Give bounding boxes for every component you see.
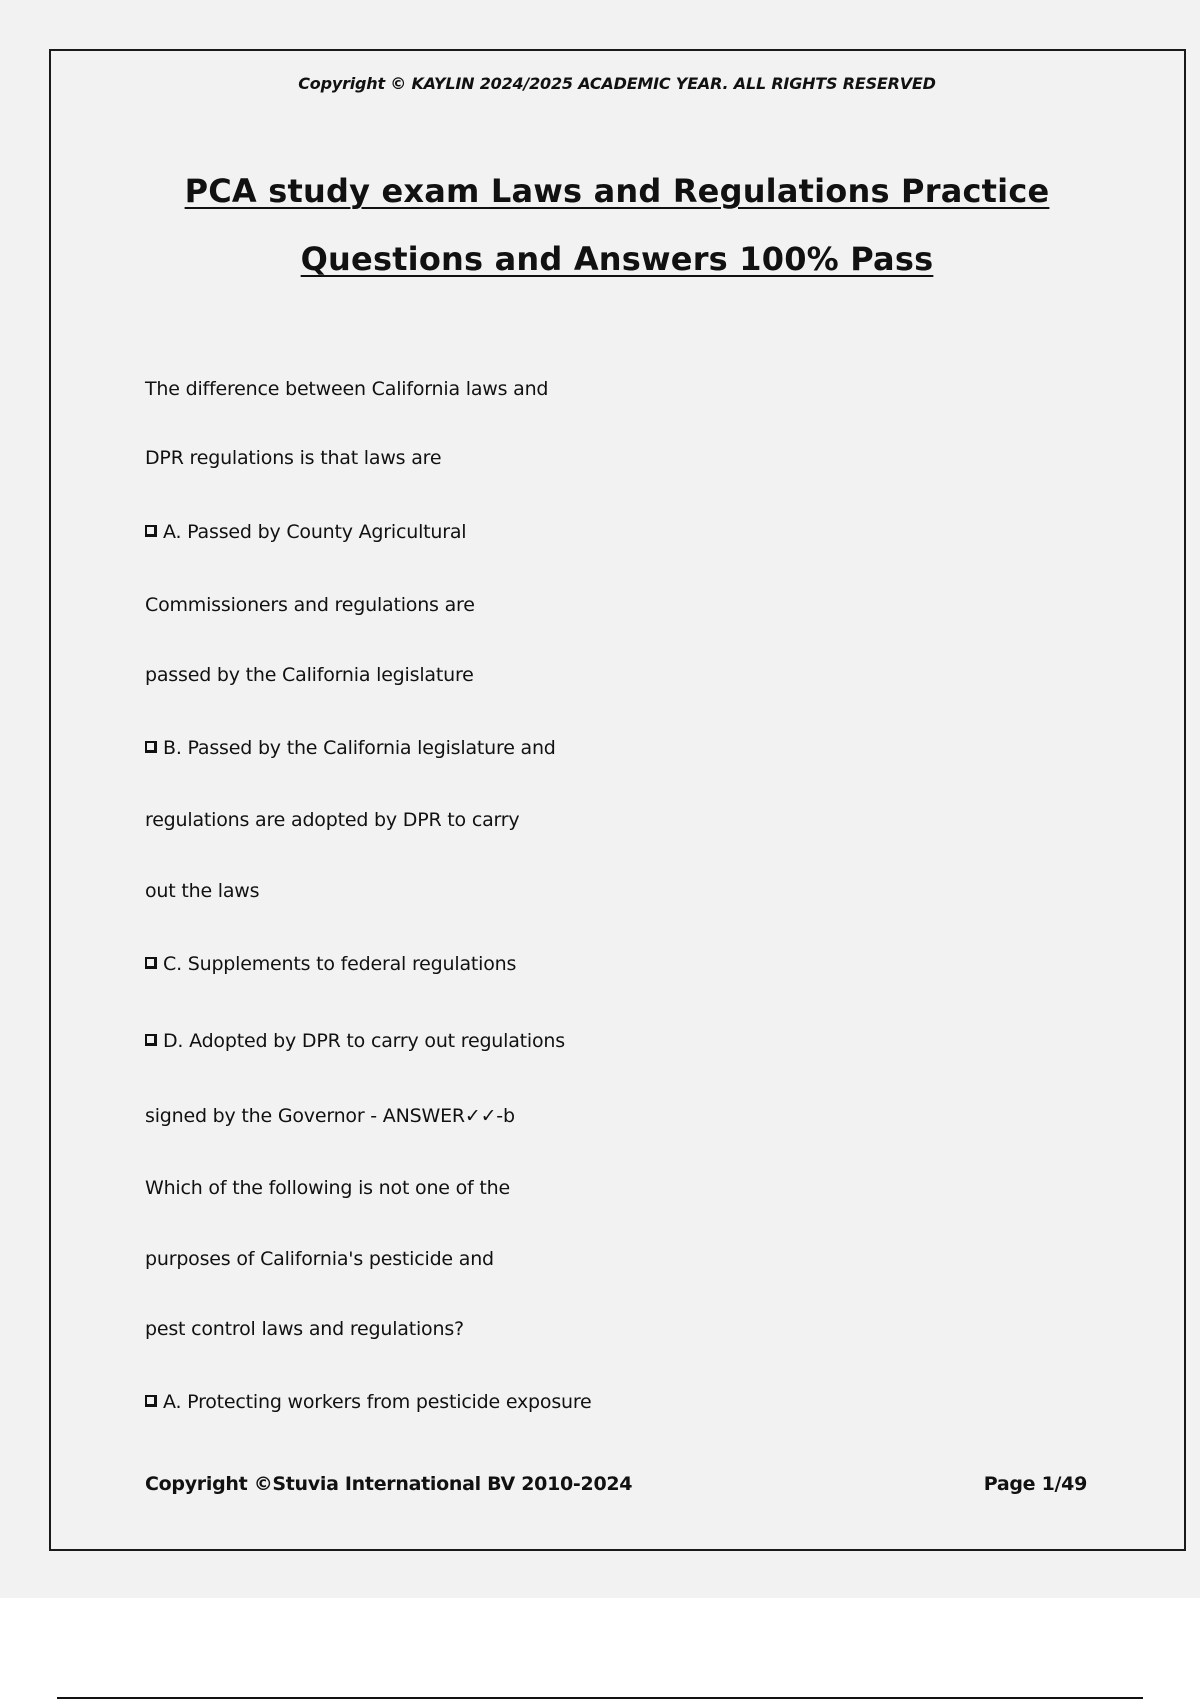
next-page-divider — [57, 1697, 1143, 1699]
body-line — [145, 809, 519, 831]
answer-option — [145, 521, 466, 543]
body-line-text: The difference between California laws and — [145, 378, 549, 400]
body-line-text: Commissioners and regulations are — [145, 594, 475, 616]
body-line — [145, 1248, 494, 1270]
checkbox-icon — [145, 741, 157, 753]
body-line — [145, 880, 259, 902]
footer-copyright: Copyright ©Stuvia International BV 2010-2024 — [145, 1473, 633, 1495]
answer-option-text: A. Protecting workers from pesticide exposure — [163, 1391, 592, 1413]
checkbox-icon — [145, 1395, 157, 1407]
answer-option — [145, 737, 556, 759]
body-line-text: passed by the California legislature — [145, 664, 474, 686]
body-line — [145, 1177, 510, 1199]
body-line-text: regulations are adopted by DPR to carry — [145, 809, 520, 831]
body-line-text: purposes of California's pesticide and — [145, 1248, 494, 1270]
body-line — [145, 378, 548, 400]
document-title-line-2: Questions and Answers 100% Pass — [300, 240, 934, 278]
checkbox-icon — [145, 525, 157, 537]
checkbox-icon — [145, 1034, 157, 1046]
answer-option-text: A. Passed by County Agricultural — [163, 521, 467, 543]
answer-option — [145, 1030, 565, 1052]
body-line — [145, 1318, 464, 1340]
body-line-text: Which of the following is not one of the — [145, 1177, 510, 1199]
body-line-text: out the laws — [145, 880, 260, 902]
answer-option-text: B. Passed by the California legislature and — [163, 737, 556, 759]
body-line — [145, 447, 441, 469]
answer-option-text: C. Supplements to federal regulations — [163, 953, 517, 975]
answer-option — [145, 953, 516, 975]
page-number: Page 1/49 — [983, 1473, 1087, 1495]
body-line — [145, 664, 474, 686]
header-copyright: Copyright © KAYLIN 2024/2025 ACADEMIC YEAR. ALL RIGHTS RESERVED — [298, 74, 936, 93]
checkbox-icon — [145, 957, 157, 969]
answer-line — [145, 1105, 515, 1127]
body-line-text: signed by the Governor - ANSWER✓✓-b — [145, 1105, 515, 1127]
body-line — [145, 594, 475, 616]
answer-option — [145, 1391, 592, 1413]
document-title-line-1: PCA study exam Laws and Regulations Practice — [184, 172, 1050, 210]
body-line-text: DPR regulations is that laws are — [145, 447, 442, 469]
body-line-text: pest control laws and regulations? — [145, 1318, 464, 1340]
answer-option-text: D. Adopted by DPR to carry out regulations — [163, 1030, 565, 1052]
